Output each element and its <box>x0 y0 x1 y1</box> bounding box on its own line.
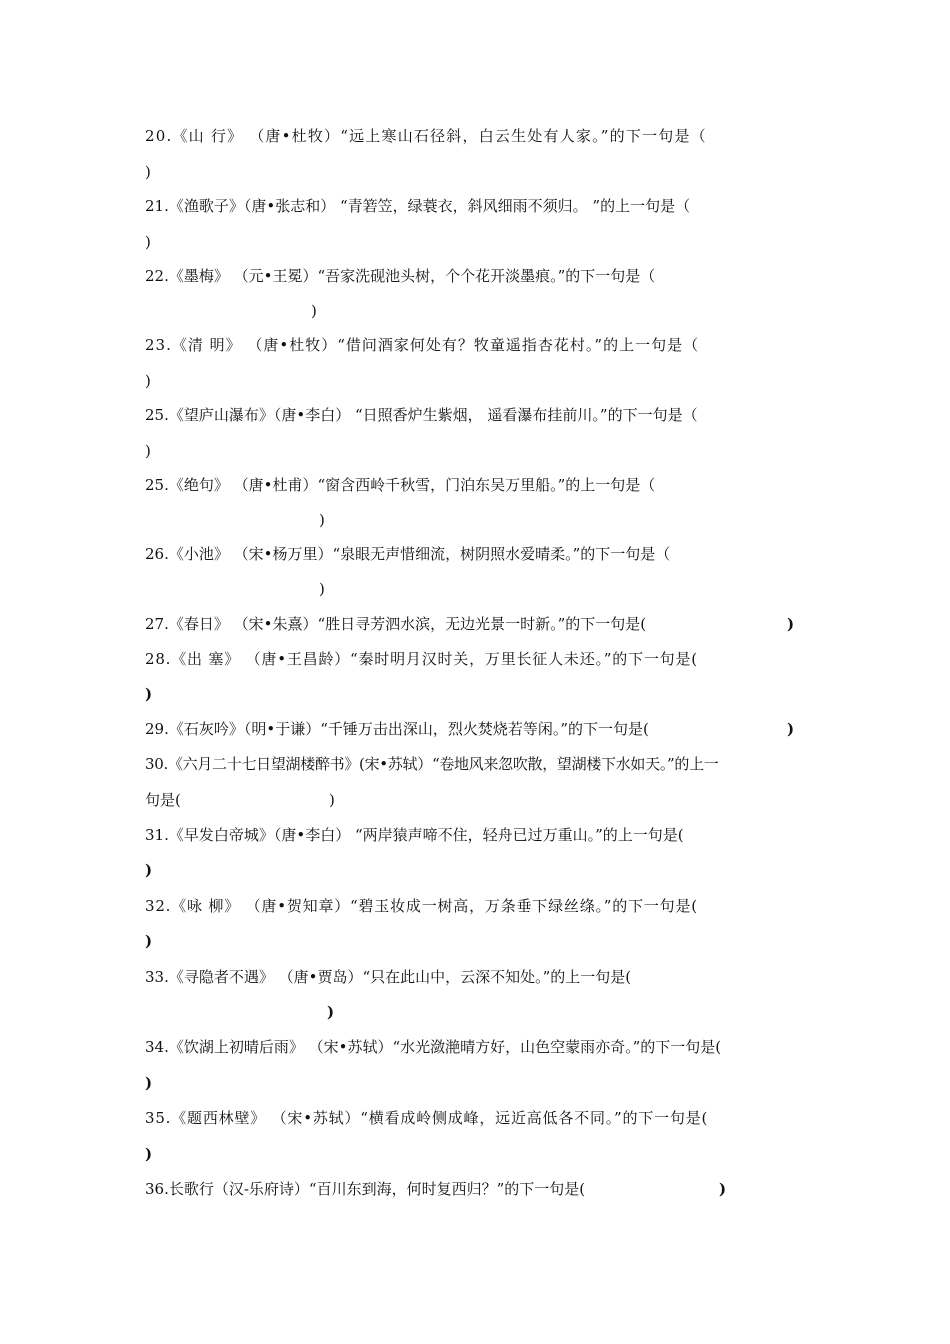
answer-close-33: ) <box>327 1003 335 1021</box>
question-25b: 25.《绝句》 （唐•杜甫）“窗含西岭千秋雪，门泊东吴万里船。”的上一句是（ <box>145 476 656 494</box>
question-36: 36.长歌行（汉-乐府诗）“百川东到海，何时复西归？”的下一句是( <box>145 1180 586 1198</box>
question-23: 23.《清 明》 （唐•杜牧）“借问酒家何处有？牧童遥指杏花村。”的上一句是（ <box>145 336 700 354</box>
question-26: 26.《小池》 （宋•杨万里）“泉眼无声惜细流，树阴照水爱晴柔。”的下一句是（ <box>145 545 671 563</box>
answer-close-32: ) <box>145 932 153 950</box>
answer-close-21: ) <box>145 233 151 251</box>
question-29: 29.《石灰吟》（明•于谦）“千锤万击出深山，烈火焚烧若等闲。”的下一句是( <box>145 720 649 738</box>
question-30-cont: 句是( <box>145 791 181 809</box>
question-34: 34.《饮湖上初晴后雨》 （宋•苏轼）“水光潋滟晴方好，山色空蒙雨亦奇。”的下一句是( <box>145 1038 722 1056</box>
answer-close-23: ) <box>145 372 151 390</box>
question-28: 28.《出 塞》 （唐•王昌龄）“秦时明月汉时关，万里长征人未还。”的下一句是( <box>145 650 698 668</box>
question-31: 31.《早发白帝城》（唐•李白） “两岸猿声啼不住，轻舟已过万重山。”的上一句是( <box>145 826 684 844</box>
answer-close-25b: ) <box>319 511 325 529</box>
question-21: 21.《渔歌子》（唐•张志和） “青箬笠，绿蓑衣，斜风细雨不须归。 ”的上一句是（ <box>145 197 691 215</box>
answer-close-31: ) <box>145 861 153 879</box>
answer-close-34: ) <box>145 1074 153 1092</box>
answer-close-20: ) <box>145 163 151 181</box>
question-20: 20.《山 行》 （唐•杜牧）“远上寒山石径斜，白云生处有人家。”的下一句是（ <box>145 127 707 145</box>
answer-close-28: ) <box>145 685 153 703</box>
answer-close-36: ) <box>719 1180 727 1198</box>
question-33: 33.《寻隐者不遇》 （唐•贾岛）“只在此山中，云深不知处。”的上一句是( <box>145 968 632 986</box>
answer-close-27: ) <box>787 615 795 633</box>
answer-close-30: ) <box>329 791 335 809</box>
question-32: 32.《咏 柳》 （唐•贺知章）“碧玉妆成一树高，万条垂下绿丝绦。”的下一句是( <box>145 897 698 915</box>
question-27: 27.《春日》 （宋•朱熹）“胜日寻芳泗水滨，无边光景一时新。”的下一句是( <box>145 615 647 633</box>
question-35: 35.《题西林壁》 （宋•苏轼）“横看成岭侧成峰，远近高低各不同。”的下一句是( <box>145 1109 709 1127</box>
answer-close-22: ) <box>311 302 317 320</box>
question-22: 22.《墨梅》 （元•王冕）“吾家洗砚池头树，个个花开淡墨痕。”的下一句是（ <box>145 267 656 285</box>
answer-close-29: ) <box>787 720 795 738</box>
answer-close-26: ) <box>319 580 325 598</box>
answer-close-25a: ) <box>145 442 151 460</box>
question-25a: 25.《望庐山瀑布》（唐•李白） “日照香炉生紫烟， 遥看瀑布挂前川。”的下一句是（ <box>145 406 698 424</box>
answer-close-35: ) <box>145 1145 153 1163</box>
question-30: 30.《六月二十七日望湖楼醉书》(宋•苏轼）“卷地风来忽吹散，望湖楼下水如天。”的上一 <box>145 755 719 773</box>
